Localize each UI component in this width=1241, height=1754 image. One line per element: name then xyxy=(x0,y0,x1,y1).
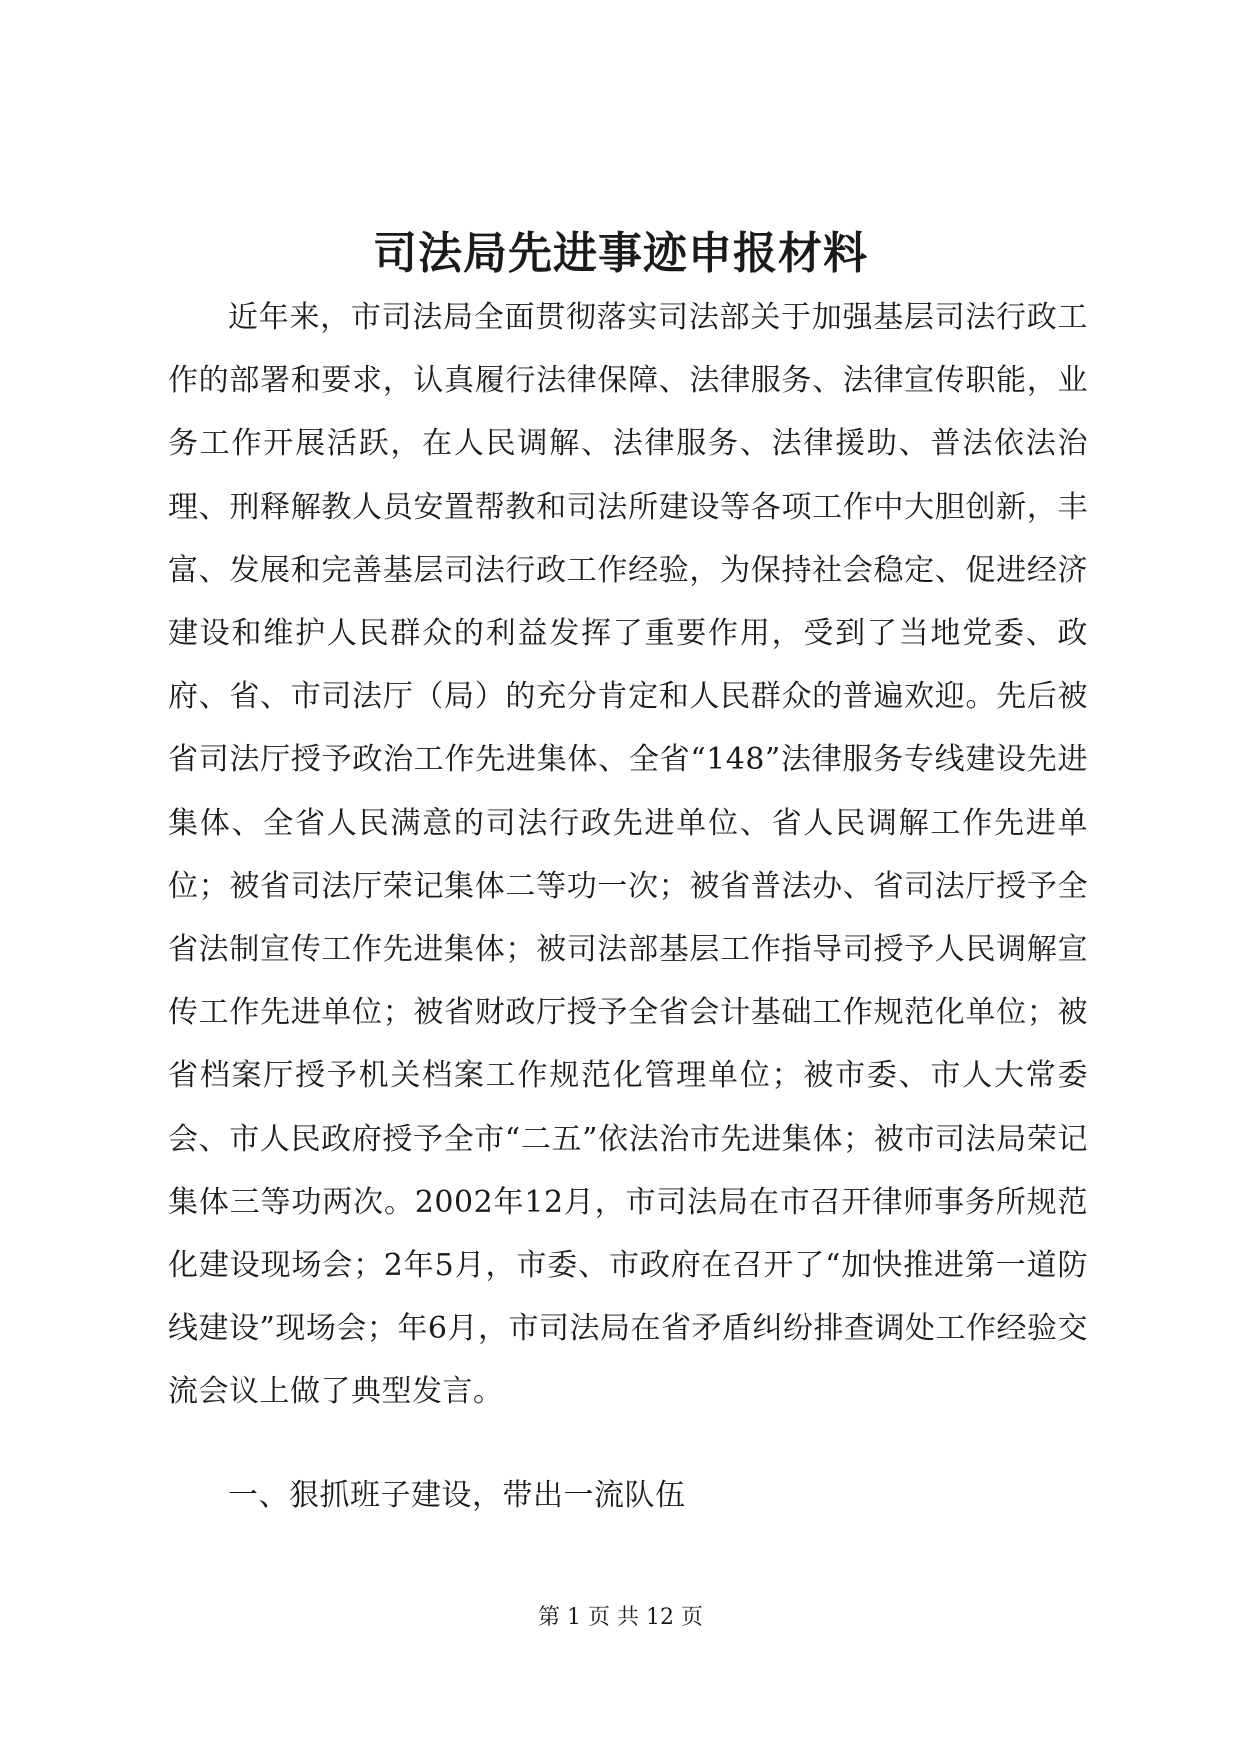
document-body xyxy=(168,286,1088,1424)
document-title: 司法局先进事迹申报材料 xyxy=(373,228,868,279)
page-footer: 第 1 页 共 12 页 xyxy=(538,1605,703,1630)
section-heading: 一、狠抓班子建设，带出一流队伍 xyxy=(228,1478,686,1513)
body-paragraph: 近年来，市司法局全面贯彻落实司法部关于加强基层司法行政工作的部署和要求，认真履行法律保障、法律服务、法律宣传职能，业务工作开展活跃，在人民调解、法律服务、法律援助、普法依法治理、刑释解教人员安置帮教和司法所建设等各项工作中大胆创新，丰富、发展和完善基层司法行政工作经验，为保持社会稳定、促进经济建设和维护人民群众的利益发挥了重要作用，受到了当地党委、政府、省、市司法厅（局）的充分肯定和人民群众的普遍欢迎。先后被省司法厅授予政治工作先进集体、全省“148”法律服务专线建设先进集体、全省人民满意的司法行政先进单位、省人民调解工作先进单位；被省司法厅荣记集体二等功一次；被省普法办、省司法厅授予全省法制宣传工作先进集体；被司法部基层工作指导司授予人民调解宣传工作先进单位；被省财政厅授予全省会计基础工作规范化单位；被省档案厅授予机关档案工作规范化管理单位；被市委、市人大常委会、市人民政府授予全市“二五”依法治市先进集体；被市司法局荣记集体三等功两次。2002年12月，市司法局在市召开律师事务所规范化建设现场会；2年5月，市委、市政府在召开了“加快推进第一道防线建设”现场会；年6月，市司法局在省矛盾纠纷排查调处工作经验交流会议上做了典型发言。 xyxy=(168,300,1088,1410)
